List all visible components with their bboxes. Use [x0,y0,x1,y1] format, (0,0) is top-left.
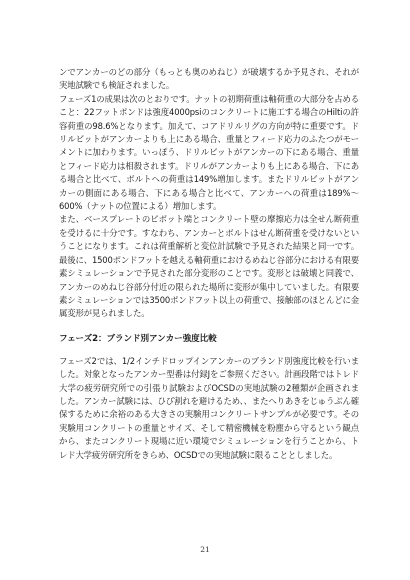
section-heading: フェーズ2：ブランド別アンカー強度比較 [59,333,217,344]
paragraph: フェーズ2では、1/2インチドロップインアンカーのブランド別強度比較を行いました。対象となったアンカー型番は付録Jをご参照ください。計画段階ではトレド大学の疲労研究所での引張り試験およびOCSDの実地試験の2種類が企画されました。アンカー試験には、ひび割れを避けるため、、またへりあきをじゅうぶん確保するために余裕のある大きさの実験用コンクリートサンプルが必要です。その実験用コンクリートの重量とサイズ、そして精密機械を粉塵から守るという観点から、またコンクリート現場に近い環境でシミュレーションを行うことから、トレド大学疲労研究所をきらめ、OCSDでの実地試験に限ることとしました。 [59,355,359,460]
page-number: 21 [200,545,210,554]
paragraph: フェーズ1の成果は次のとおりです。ナットの初期荷重は軸荷重の大部分を占めること：22フットポンドは強度4000psiのコンクリートに施工する場合のHiltiの許容荷重の98.6%となります。加えて、コアドリルリグの方向が特に重要です。ドリルビットがアンカーよりも上にある場合、重量とフィード応力のふたつがモーメントに加わります。いっぽう、ドリルビットがアンカーの下にある場合、重量とフィード応力は相殺されます。ドリルがアンカーよりも上にある場合、下にある場合と比べて、ボルトへの荷重は149%増加します。またドリルビットがアンカーの側面にある場合、下にある場合と比べて、アンカーへの荷重は189%～600%（ナットの位置による）増加します。 [59,93,359,212]
paragraph: また、ベースプレートのピボット端とコンクリート壁の摩擦応力は全せん断荷重を受けるに十分です。すなわち、アンカーとボルトはせん断荷重を受けないということになります。これは荷重解析と変位計試験で予見された結果と同一です。最後に、1500ポンドフットを越える軸荷重におけるめねじ谷部分における有限要素シミュレーションで予見された部分変形のことです。変形とは破壊と同義で、アンカーのめねじ谷部分付近の限られた場所に変形が集中していました。有限要素シミュレーションでは3500ポンドフット以上の荷重で、接触部のほとんどに金属変形が見られました。 [59,214,359,319]
paragraph: ンでアンカーのどの部分（もっとも奥のめねじ）が破壊するか予見され、それが実地試験でも検証されました。 [59,67,359,91]
document-body [59,66,359,462]
